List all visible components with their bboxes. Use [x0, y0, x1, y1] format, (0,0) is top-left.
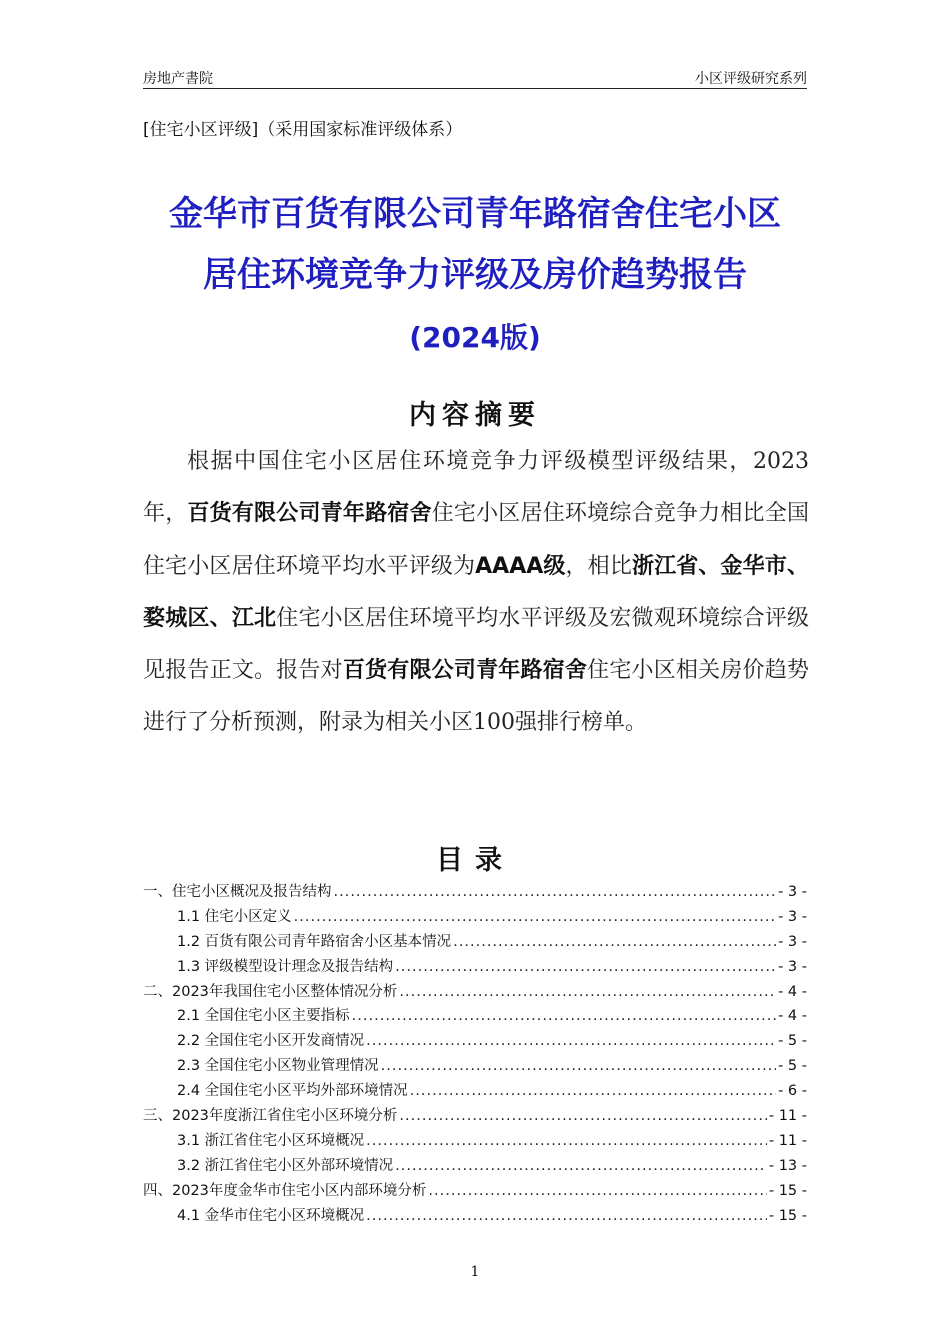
header-right-text: 小区评级研究系列 — [695, 71, 807, 87]
toc-entry-label: 1.3 评级模型设计理念及报告结构 — [177, 958, 394, 975]
toc-entry[interactable] — [143, 1204, 807, 1229]
toc-leader-dots — [395, 1158, 767, 1174]
header-left-text: 房地产書院 — [143, 71, 213, 87]
toc-leader-dots — [366, 1208, 767, 1224]
toc-entry-label: 4.1 金华市住宅小区环境概况 — [177, 1207, 365, 1224]
toc-entry-label: 3.2 浙江省住宅小区外部环境情况 — [177, 1157, 394, 1174]
toc-entry[interactable] — [143, 955, 807, 980]
toc-entry-label: 二、2023年我国住宅小区整体情况分析 — [143, 983, 398, 1000]
abstract-text-2: 住宅小区居住环境综合竞争力相比全国住宅小区居住环境平均水平评级为 — [143, 501, 809, 579]
toc-entry[interactable] — [143, 1129, 807, 1154]
abstract-text-3: ，相比 — [565, 553, 632, 579]
toc-entry-label: 三、2023年度浙江省住宅小区环境分析 — [143, 1108, 398, 1125]
toc-entry[interactable] — [143, 1154, 807, 1179]
toc-entry[interactable] — [143, 1054, 807, 1079]
toc-leader-dots — [334, 884, 777, 900]
abstract-bold-community-1: 百货有限公司青年路宿舍 — [187, 501, 432, 527]
toc-entry-label: 一、住宅小区概况及报告结构 — [143, 884, 332, 900]
toc-entry-page: - 15 - — [768, 1182, 807, 1199]
toc-leader-dots — [366, 1033, 776, 1049]
toc-entry[interactable] — [143, 1079, 807, 1104]
toc-entry-page: - 3 - — [778, 958, 807, 975]
toc-entry-label: 3.1 浙江省住宅小区环境概况 — [177, 1132, 365, 1149]
toc-leader-dots — [366, 1133, 767, 1149]
report-title-line-2: 居住环境竞争力评级及房价趋势报告 — [203, 255, 747, 295]
toc-leader-dots — [410, 1083, 776, 1099]
toc-entry[interactable] — [143, 1104, 807, 1129]
toc-entry-page: - 5 - — [778, 1058, 807, 1075]
toc-entry[interactable] — [143, 1029, 807, 1054]
toc-entry-label: 2.2 全国住宅小区开发商情况 — [177, 1033, 365, 1050]
toc-entry-page: - 3 - — [778, 908, 807, 925]
toc-entry-page: - 5 - — [778, 1033, 807, 1050]
toc-entry-page: - 3 - — [778, 884, 807, 900]
abstract-bold-rating: AAAA级 — [475, 553, 566, 579]
page-number: 1 — [470, 1264, 480, 1280]
toc-leader-dots — [399, 984, 776, 1000]
abstract-text-5: 住宅小区相关房价趋势进行了分析预测，附录为相关小区100强排行榜单。 — [143, 658, 809, 736]
toc-entry-page: - 15 - — [768, 1207, 807, 1224]
abstract-text-1: 根据中国住宅小区居住环境竞争力评级模型评级结果，2023年， — [143, 449, 809, 527]
toc-entry-page: - 4 - — [778, 1008, 807, 1025]
toc-entry-page: - 6 - — [778, 1083, 807, 1100]
toc-entry-label: 2.4 全国住宅小区平均外部环境情况 — [177, 1083, 408, 1100]
toc-entry-page: - 3 - — [778, 933, 807, 950]
toc-entry-label: 1.2 百货有限公司青年路宿舍小区基本情况 — [177, 933, 452, 950]
toc-entry-page: - 11 - — [768, 1108, 807, 1125]
toc-entry-label: 1.1 住宅小区定义 — [177, 908, 292, 925]
toc-leader-dots — [399, 1108, 766, 1124]
toc-leader-dots — [294, 909, 776, 925]
report-edition: (2024版) — [409, 321, 541, 354]
toc-entry-page: - 4 - — [778, 983, 807, 1000]
toc-leader-dots — [352, 1008, 776, 1024]
toc-leader-dots — [428, 1183, 766, 1199]
header-divider — [143, 88, 807, 89]
table-of-contents — [143, 880, 807, 1228]
toc-entry-label: 2.3 全国住宅小区物业管理情况 — [177, 1058, 379, 1075]
report-title-line-1: 金华市百货有限公司青年路宿舍住宅小区 — [169, 194, 781, 234]
toc-entry[interactable] — [143, 905, 807, 930]
abstract-text-4: 住宅小区居住环境平均水平评级及宏微观环境综合评级见报告正文。报告对 — [143, 605, 809, 684]
toc-entry[interactable] — [143, 930, 807, 955]
toc-entry[interactable] — [143, 980, 807, 1005]
toc-entry-label: 2.1 全国住宅小区主要指标 — [177, 1008, 350, 1025]
toc-entry-page: - 13 - — [768, 1157, 807, 1174]
abstract-bold-community-2: 百货有限公司青年路宿舍 — [342, 658, 588, 684]
toc-leader-dots — [395, 959, 776, 975]
toc-entry[interactable] — [143, 1004, 807, 1029]
toc-leader-dots — [381, 1058, 776, 1074]
toc-heading: 目录 — [436, 845, 514, 876]
toc-entry[interactable] — [143, 880, 807, 905]
toc-entry-label: 四、2023年度金华市住宅小区内部环境分析 — [143, 1182, 427, 1199]
toc-entry-page: - 11 - — [768, 1132, 807, 1149]
category-tag: [住宅小区评级]（采用国家标准评级体系） — [143, 120, 463, 140]
toc-entry[interactable] — [143, 1179, 807, 1204]
abstract-heading: 内容摘要 — [409, 400, 541, 431]
abstract-bold-regions: 浙江省、金华市、婺城区、江北 — [143, 553, 809, 631]
toc-leader-dots — [453, 934, 776, 950]
abstract-paragraph — [143, 436, 809, 750]
